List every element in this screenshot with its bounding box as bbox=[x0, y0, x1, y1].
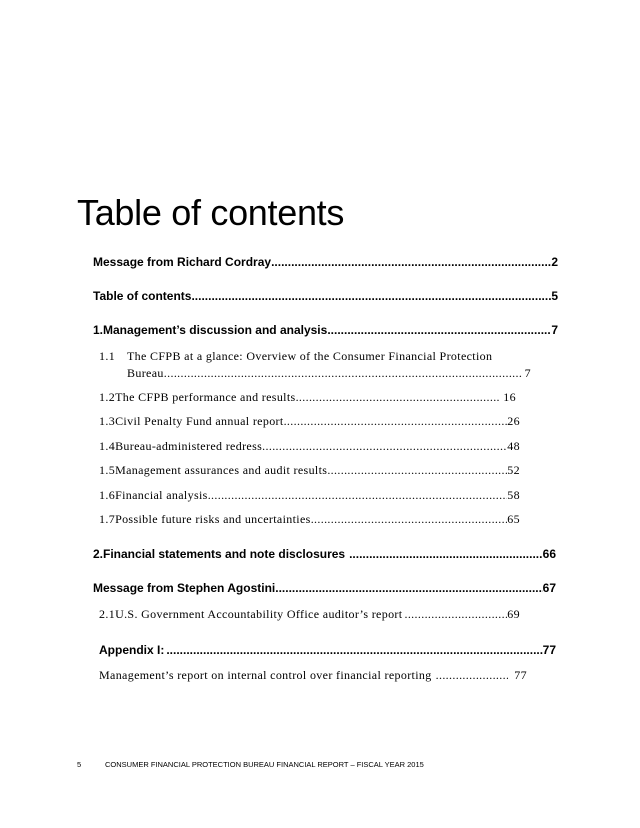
toc-entry-1-6[interactable] bbox=[99, 488, 520, 503]
toc-leader-dots bbox=[164, 643, 542, 657]
toc-entry-label: U.S. Government Accountability Office auditor’s report bbox=[115, 607, 403, 621]
toc-leader-dots bbox=[191, 289, 551, 303]
toc-entry-1-7[interactable] bbox=[99, 512, 520, 527]
toc-entry-label: Management assurances and audit results bbox=[115, 463, 328, 477]
toc-entry-message-cordray[interactable] bbox=[93, 255, 558, 269]
toc-leader-dots bbox=[402, 607, 507, 622]
toc-entry-label: Financial analysis bbox=[115, 488, 208, 502]
toc-leader-dots bbox=[284, 414, 508, 429]
toc-entry-label: Appendix I: bbox=[99, 643, 165, 657]
toc-page-number: 48 bbox=[507, 439, 520, 453]
toc-page-number: 77 bbox=[542, 643, 556, 657]
toc-entry-label-line2: Bureau bbox=[127, 366, 164, 380]
toc-entry-label: Management’s discussion and analysis bbox=[103, 323, 328, 337]
footer-text: CONSUMER FINANCIAL PROTECTION BUREAU FINANCIAL REPORT – FISCAL YEAR 2015 bbox=[105, 760, 424, 769]
toc-entry-1-5[interactable] bbox=[99, 463, 520, 478]
toc-section-number: 1. bbox=[93, 323, 104, 337]
footer-page-number: 5 bbox=[77, 760, 82, 769]
toc-page-number: 52 bbox=[507, 463, 520, 477]
toc-leader-dots bbox=[271, 255, 551, 269]
toc-entry-1-4[interactable] bbox=[99, 439, 520, 454]
toc-leader-dots bbox=[327, 323, 551, 337]
toc-section-number: 1.5 bbox=[99, 463, 116, 477]
toc-section-number: 1.6 bbox=[99, 488, 116, 502]
toc-leader-dots bbox=[296, 390, 500, 405]
toc-entry-label: Possible future risks and uncertainties bbox=[115, 512, 311, 526]
toc-section-number: 2. bbox=[93, 547, 104, 561]
toc-section-number: 1.2 bbox=[99, 390, 116, 404]
toc-entry-label: Financial statements and note disclosures bbox=[103, 547, 346, 561]
toc-leader-dots bbox=[327, 463, 507, 478]
toc-entry-1-1[interactable] bbox=[99, 349, 531, 381]
toc-section-number: 1.4 bbox=[99, 439, 116, 453]
toc-entry-label: Message from Stephen Agostini bbox=[93, 581, 276, 595]
toc-page-number: 26 bbox=[507, 414, 520, 428]
toc-entry-label: Bureau-administered redress bbox=[115, 439, 263, 453]
toc-page-number: 2 bbox=[551, 255, 558, 269]
page-title: Table of contents bbox=[77, 192, 345, 233]
toc-section-number: 1.3 bbox=[99, 414, 116, 428]
toc-entry-label: The CFPB performance and results bbox=[115, 390, 296, 404]
toc-entry-section-2[interactable] bbox=[93, 547, 556, 561]
toc-leader-dots bbox=[432, 668, 509, 683]
toc-page-number: 16 bbox=[503, 390, 516, 404]
toc-page-number: 65 bbox=[507, 512, 520, 526]
toc-page-number: 77 bbox=[514, 668, 527, 682]
toc-entry-table-of-contents[interactable] bbox=[93, 289, 558, 303]
toc-page-number: 7 bbox=[524, 366, 531, 380]
toc-leader-dots bbox=[275, 581, 542, 595]
toc-page-number: 58 bbox=[507, 488, 520, 502]
toc-entry-label: Civil Penalty Fund annual report bbox=[115, 414, 284, 428]
toc-entry-1-2[interactable] bbox=[99, 390, 516, 405]
toc-entry-message-agostini[interactable] bbox=[93, 581, 556, 595]
toc-entry-label: Management’s report on internal control over financial reporting bbox=[99, 668, 432, 682]
toc-leader-dots bbox=[164, 366, 522, 381]
toc-page-number: 7 bbox=[551, 323, 558, 337]
toc-page-number: 66 bbox=[542, 547, 556, 561]
toc-leader-dots bbox=[262, 439, 507, 454]
toc-page-number: 69 bbox=[507, 607, 520, 621]
page-footer bbox=[77, 760, 424, 769]
toc-page-number: 67 bbox=[542, 581, 556, 595]
toc-entry-2-1[interactable] bbox=[99, 607, 520, 622]
toc-section-number: 1.1 bbox=[99, 349, 116, 363]
toc-leader-dots bbox=[345, 547, 543, 561]
toc-entry-appendix-1[interactable] bbox=[99, 643, 556, 657]
toc-entry-label-line1: The CFPB at a glance: Overview of the Consumer Financial Protection bbox=[127, 349, 493, 363]
toc-entry-1-3[interactable] bbox=[99, 414, 520, 429]
toc-entry-appendix-report[interactable] bbox=[99, 668, 527, 683]
toc-page-number: 5 bbox=[551, 289, 558, 303]
toc-section-number: 1.7 bbox=[99, 512, 116, 526]
toc-entry-label: Message from Richard Cordray bbox=[93, 255, 272, 269]
toc-entry-label: Table of contents bbox=[93, 289, 192, 303]
toc-leader-dots bbox=[311, 512, 508, 527]
toc-entry-section-1[interactable] bbox=[93, 323, 558, 337]
toc-leader-dots bbox=[208, 488, 508, 503]
toc-section-number: 2.1 bbox=[99, 607, 116, 621]
